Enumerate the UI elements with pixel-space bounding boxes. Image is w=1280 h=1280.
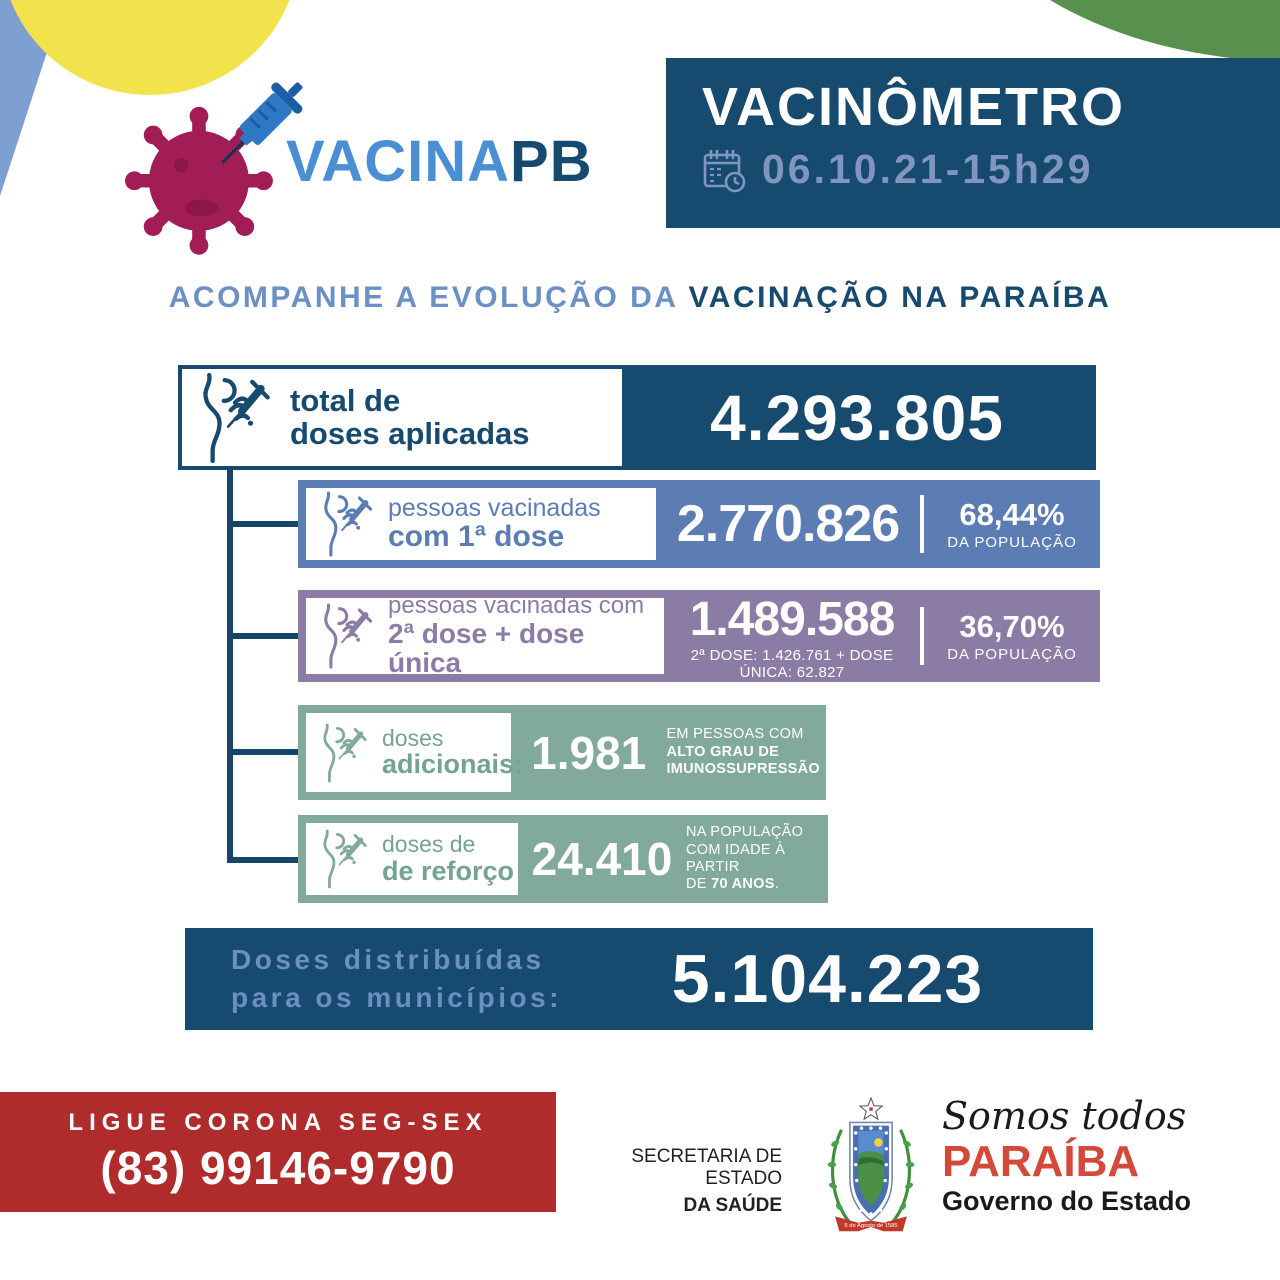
distributed-doses-value: 5.104.223: [671, 941, 984, 1017]
paraiba-wordmark: PARAÍBA: [942, 1137, 1140, 1186]
stat-second-dose: [298, 590, 1100, 682]
tree-connector-branch-4: [227, 857, 302, 863]
second-dose-percent-caption: DA POPULAÇÃO: [947, 646, 1077, 663]
additional-doses-label-area: [306, 713, 524, 792]
stat-booster-doses: [298, 815, 828, 903]
hotline-phone: (83) 99146-9790: [100, 1142, 456, 1194]
calendar-clock-icon: [702, 147, 748, 193]
page-title: VACINÔMETRO: [702, 77, 1125, 137]
second-dose-value: 1.489.588: [689, 592, 895, 646]
injection-arm-icon: [192, 373, 278, 463]
first-dose-percent: 68,44%: [959, 497, 1065, 532]
total-doses-label: total de doses aplicadas: [290, 383, 530, 451]
first-dose-label-area: [306, 488, 656, 560]
second-dose-breakdown: 2ª DOSE: 1.426.761 + DOSE ÚNICA: 62.827: [690, 646, 894, 681]
additional-doses-value: 1.981: [531, 726, 647, 779]
subtitle: [0, 281, 1280, 315]
stat-first-dose: [298, 480, 1100, 568]
subtitle-dark: VACINAÇÃO NA PARAÍBA: [688, 281, 1112, 314]
svg-text:5 de Agosto de 1585: 5 de Agosto de 1585: [844, 1222, 898, 1229]
first-dose-value: 2.770.826: [676, 495, 900, 553]
booster-doses-label-area: [306, 823, 518, 895]
government-brand: [942, 1094, 1202, 1217]
hotline-label: LIGUE CORONA SEG-SEX: [68, 1109, 488, 1136]
second-dose-label: pessoas vacinadas com 2ª dose + dose única: [388, 592, 645, 679]
stat-total-doses: [178, 365, 1096, 470]
secretary-caption: SECRETARIA DE ESTADO DA SAÚDE: [631, 1146, 782, 1216]
injection-arm-icon: [316, 723, 372, 783]
first-dose-label: pessoas vacinadas com 1ª dose: [388, 494, 601, 554]
brand-vacina: VACINA: [286, 129, 511, 194]
total-doses-value: 4.293.805: [710, 381, 1004, 454]
tree-connector-vertical: [227, 468, 233, 863]
total-doses-label-area: [182, 369, 622, 466]
vacinapb-wordmark: [286, 128, 593, 195]
date-row: [702, 146, 1280, 193]
update-datetime: 06.10.21-15h29: [762, 146, 1094, 192]
second-dose-value-block: [664, 592, 920, 681]
injection-arm-icon: [316, 603, 378, 669]
first-dose-percent-block: [924, 497, 1100, 551]
distributed-doses-label: Doses distribuídas para os municípios:: [231, 944, 562, 1013]
booster-doses-value: 24.410: [531, 833, 673, 885]
stat-additional-doses: [298, 705, 826, 800]
tree-connector-branch-2: [227, 633, 302, 639]
booster-doses-note: NA POPULAÇÃO COM IDADE À PARTIR DE 70 ANOS.: [686, 824, 804, 893]
additional-doses-note: EM PESSOAS COM ALTO GRAU DE IMUNOSSUPRESSÃO: [666, 726, 820, 778]
total-doses-value-area: [622, 369, 1092, 466]
vacinometro-header: [666, 58, 1280, 228]
paraiba-coat-of-arms: [818, 1096, 924, 1246]
injection-arm-icon: [316, 829, 372, 889]
tree-connector-branch-1: [227, 521, 302, 527]
second-dose-percent-block: [924, 609, 1100, 663]
second-dose-label-area: [306, 592, 664, 679]
governo-do-estado: Governo do Estado: [942, 1186, 1192, 1216]
brand-pb: PB: [510, 129, 593, 194]
injection-arm-icon: [316, 491, 378, 557]
booster-doses-label: doses de de reforço: [382, 831, 515, 886]
additional-doses-label: doses adicionais:: [382, 724, 524, 780]
somos-todos-script: Somos todos: [942, 1094, 1187, 1138]
first-dose-percent-caption: DA POPULAÇÃO: [947, 534, 1077, 551]
tree-connector-branch-3: [227, 749, 302, 755]
green-corner-decoration: [1048, 0, 1280, 62]
stat-distributed-doses: [185, 928, 1093, 1030]
subtitle-light: ACOMPANHE A EVOLUÇÃO DA: [168, 281, 679, 314]
second-dose-percent: 36,70%: [959, 609, 1065, 644]
corona-hotline-banner: [0, 1092, 556, 1212]
